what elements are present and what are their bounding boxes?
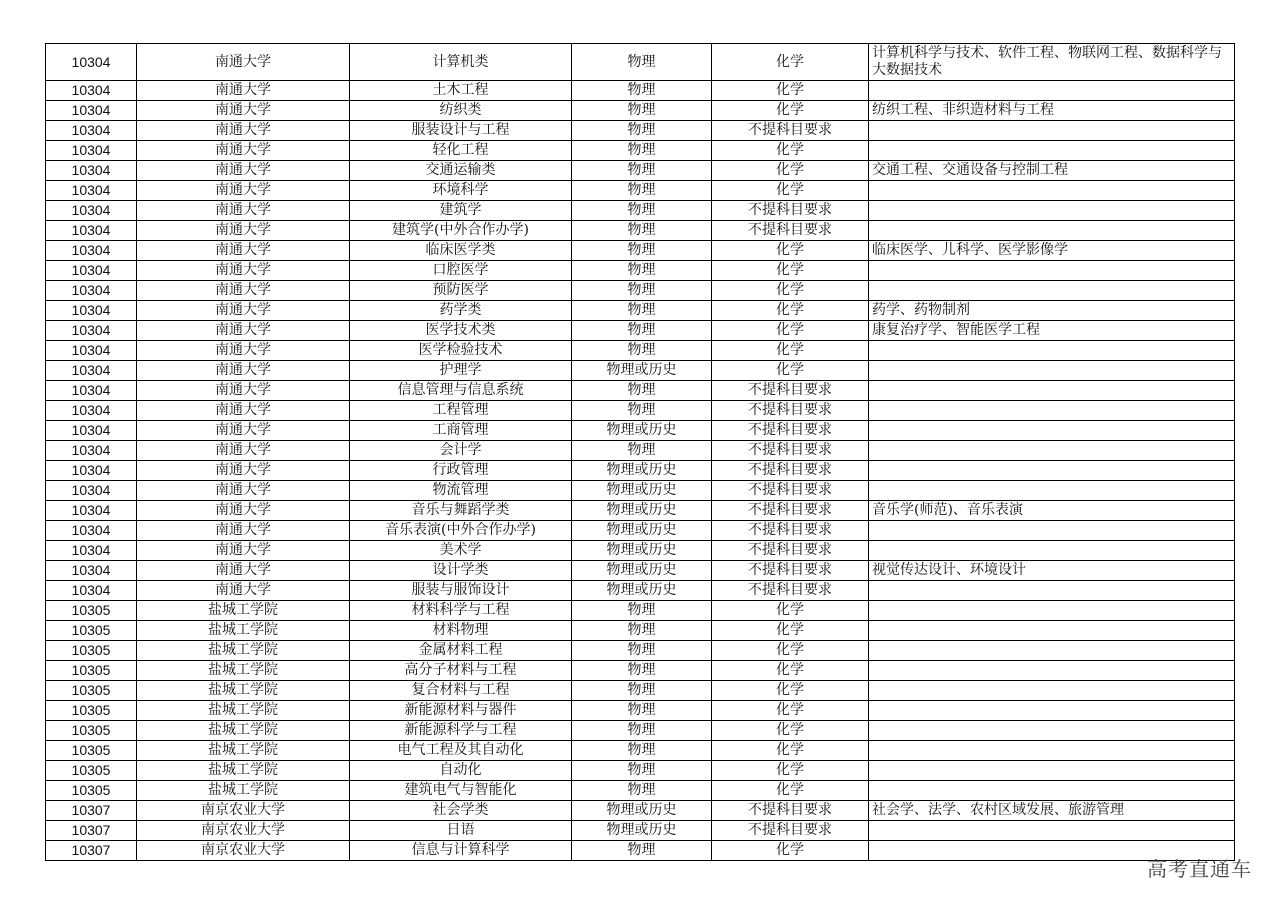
secondary-subject-cell: 化学	[712, 361, 869, 381]
primary-subject-cell: 物理	[572, 141, 712, 161]
table-row	[46, 44, 1235, 81]
major-cell: 口腔医学	[350, 261, 572, 281]
primary-subject-cell: 物理	[572, 241, 712, 261]
included-majors-cell: 康复治疗学、智能医学工程	[869, 321, 1235, 341]
school-code-cell: 10304	[46, 44, 137, 81]
primary-subject-cell: 物理	[572, 341, 712, 361]
secondary-subject-cell: 不提科目要求	[712, 541, 869, 561]
school-code-cell: 10304	[46, 381, 137, 401]
school-name-cell: 盐城工学院	[137, 761, 350, 781]
school-code-cell: 10304	[46, 281, 137, 301]
primary-subject-cell: 物理或历史	[572, 521, 712, 541]
major-cell: 物流管理	[350, 481, 572, 501]
school-name-cell: 南通大学	[137, 501, 350, 521]
included-majors-cell: 视觉传达设计、环境设计	[869, 561, 1235, 581]
included-majors-cell	[869, 621, 1235, 641]
school-name-cell: 南通大学	[137, 161, 350, 181]
major-cell: 会计学	[350, 441, 572, 461]
included-majors-cell	[869, 641, 1235, 661]
table-row	[46, 721, 1235, 741]
included-majors-cell	[869, 681, 1235, 701]
table-row	[46, 501, 1235, 521]
secondary-subject-cell: 化学	[712, 161, 869, 181]
school-name-cell: 南通大学	[137, 561, 350, 581]
school-name-cell: 盐城工学院	[137, 621, 350, 641]
school-name-cell: 南通大学	[137, 241, 350, 261]
major-cell: 自动化	[350, 761, 572, 781]
included-majors-cell	[869, 421, 1235, 441]
school-code-cell: 10305	[46, 621, 137, 641]
school-name-cell: 南通大学	[137, 201, 350, 221]
table-row	[46, 441, 1235, 461]
secondary-subject-cell: 化学	[712, 261, 869, 281]
school-name-cell: 南通大学	[137, 261, 350, 281]
school-code-cell: 10304	[46, 161, 137, 181]
major-cell: 复合材料与工程	[350, 681, 572, 701]
secondary-subject-cell: 化学	[712, 321, 869, 341]
school-code-cell: 10304	[46, 481, 137, 501]
included-majors-cell	[869, 401, 1235, 421]
secondary-subject-cell: 化学	[712, 181, 869, 201]
major-cell: 药学类	[350, 301, 572, 321]
school-code-cell: 10305	[46, 721, 137, 741]
school-code-cell: 10304	[46, 541, 137, 561]
table-row	[46, 341, 1235, 361]
included-majors-cell	[869, 601, 1235, 621]
primary-subject-cell: 物理	[572, 221, 712, 241]
included-majors-cell	[869, 481, 1235, 501]
school-code-cell: 10304	[46, 421, 137, 441]
school-code-cell: 10304	[46, 501, 137, 521]
secondary-subject-cell: 化学	[712, 621, 869, 641]
major-cell: 护理学	[350, 361, 572, 381]
secondary-subject-cell: 不提科目要求	[712, 441, 869, 461]
table-row	[46, 761, 1235, 781]
major-cell: 建筑学	[350, 201, 572, 221]
school-code-cell: 10305	[46, 781, 137, 801]
primary-subject-cell: 物理或历史	[572, 821, 712, 841]
included-majors-cell	[869, 761, 1235, 781]
school-code-cell: 10304	[46, 81, 137, 101]
major-cell: 服装设计与工程	[350, 121, 572, 141]
included-majors-cell	[869, 201, 1235, 221]
secondary-subject-cell: 化学	[712, 101, 869, 121]
watermark: 高考直通车	[1147, 857, 1252, 881]
major-cell: 土木工程	[350, 81, 572, 101]
secondary-subject-cell: 化学	[712, 44, 869, 81]
secondary-subject-cell: 不提科目要求	[712, 561, 869, 581]
primary-subject-cell: 物理或历史	[572, 581, 712, 601]
school-name-cell: 盐城工学院	[137, 781, 350, 801]
secondary-subject-cell: 不提科目要求	[712, 521, 869, 541]
included-majors-cell	[869, 341, 1235, 361]
school-name-cell: 南通大学	[137, 521, 350, 541]
table-row	[46, 821, 1235, 841]
included-majors-cell	[869, 701, 1235, 721]
primary-subject-cell: 物理	[572, 441, 712, 461]
table-row	[46, 521, 1235, 541]
table-row	[46, 361, 1235, 381]
school-name-cell: 南通大学	[137, 341, 350, 361]
secondary-subject-cell: 化学	[712, 841, 869, 861]
table-row	[46, 741, 1235, 761]
secondary-subject-cell: 化学	[712, 781, 869, 801]
table-row	[46, 301, 1235, 321]
included-majors-cell: 药学、药物制剂	[869, 301, 1235, 321]
school-name-cell: 盐城工学院	[137, 701, 350, 721]
primary-subject-cell: 物理	[572, 761, 712, 781]
secondary-subject-cell: 化学	[712, 661, 869, 681]
primary-subject-cell: 物理	[572, 381, 712, 401]
secondary-subject-cell: 不提科目要求	[712, 421, 869, 441]
table-row	[46, 381, 1235, 401]
secondary-subject-cell: 化学	[712, 81, 869, 101]
major-cell: 新能源材料与器件	[350, 701, 572, 721]
school-name-cell: 盐城工学院	[137, 721, 350, 741]
primary-subject-cell: 物理或历史	[572, 801, 712, 821]
table-body	[46, 44, 1235, 861]
primary-subject-cell: 物理	[572, 321, 712, 341]
major-cell: 新能源科学与工程	[350, 721, 572, 741]
table-row	[46, 541, 1235, 561]
table-row	[46, 241, 1235, 261]
table-row	[46, 481, 1235, 501]
school-code-cell: 10304	[46, 521, 137, 541]
secondary-subject-cell: 化学	[712, 241, 869, 261]
secondary-subject-cell: 化学	[712, 601, 869, 621]
secondary-subject-cell: 化学	[712, 701, 869, 721]
primary-subject-cell: 物理或历史	[572, 561, 712, 581]
secondary-subject-cell: 不提科目要求	[712, 381, 869, 401]
school-code-cell: 10305	[46, 601, 137, 621]
table-row	[46, 221, 1235, 241]
secondary-subject-cell: 不提科目要求	[712, 121, 869, 141]
included-majors-cell	[869, 381, 1235, 401]
primary-subject-cell: 物理	[572, 261, 712, 281]
primary-subject-cell: 物理或历史	[572, 541, 712, 561]
primary-subject-cell: 物理	[572, 44, 712, 81]
primary-subject-cell: 物理	[572, 841, 712, 861]
table-row	[46, 681, 1235, 701]
school-name-cell: 南通大学	[137, 141, 350, 161]
table-row	[46, 281, 1235, 301]
included-majors-cell	[869, 661, 1235, 681]
table-row	[46, 641, 1235, 661]
school-code-cell: 10305	[46, 741, 137, 761]
school-name-cell: 南通大学	[137, 121, 350, 141]
major-cell: 建筑学(中外合作办学)	[350, 221, 572, 241]
secondary-subject-cell: 不提科目要求	[712, 401, 869, 421]
school-code-cell: 10304	[46, 581, 137, 601]
secondary-subject-cell: 化学	[712, 341, 869, 361]
major-cell: 环境科学	[350, 181, 572, 201]
school-name-cell: 盐城工学院	[137, 601, 350, 621]
major-cell: 信息管理与信息系统	[350, 381, 572, 401]
primary-subject-cell: 物理或历史	[572, 481, 712, 501]
major-cell: 设计学类	[350, 561, 572, 581]
enrollment-requirements-table	[45, 43, 1235, 861]
school-name-cell: 南通大学	[137, 281, 350, 301]
school-code-cell: 10307	[46, 801, 137, 821]
school-code-cell: 10304	[46, 121, 137, 141]
primary-subject-cell: 物理	[572, 741, 712, 761]
school-name-cell: 南通大学	[137, 381, 350, 401]
table-row	[46, 461, 1235, 481]
school-name-cell: 南通大学	[137, 301, 350, 321]
included-majors-cell	[869, 261, 1235, 281]
major-cell: 社会学类	[350, 801, 572, 821]
primary-subject-cell: 物理	[572, 281, 712, 301]
major-cell: 美术学	[350, 541, 572, 561]
table-row	[46, 781, 1235, 801]
school-code-cell: 10307	[46, 821, 137, 841]
primary-subject-cell: 物理	[572, 161, 712, 181]
school-name-cell: 盐城工学院	[137, 641, 350, 661]
school-code-cell: 10304	[46, 341, 137, 361]
included-majors-cell: 交通工程、交通设备与控制工程	[869, 161, 1235, 181]
major-cell: 音乐表演(中外合作办学)	[350, 521, 572, 541]
primary-subject-cell: 物理或历史	[572, 501, 712, 521]
major-cell: 行政管理	[350, 461, 572, 481]
table-row	[46, 581, 1235, 601]
primary-subject-cell: 物理	[572, 301, 712, 321]
major-cell: 交通运输类	[350, 161, 572, 181]
secondary-subject-cell: 不提科目要求	[712, 201, 869, 221]
table-row	[46, 801, 1235, 821]
school-name-cell: 南通大学	[137, 581, 350, 601]
table-row	[46, 161, 1235, 181]
secondary-subject-cell: 化学	[712, 641, 869, 661]
school-code-cell: 10304	[46, 101, 137, 121]
table-row	[46, 181, 1235, 201]
primary-subject-cell: 物理	[572, 121, 712, 141]
major-cell: 金属材料工程	[350, 641, 572, 661]
school-name-cell: 南通大学	[137, 361, 350, 381]
table-row	[46, 561, 1235, 581]
included-majors-cell	[869, 221, 1235, 241]
school-code-cell: 10305	[46, 761, 137, 781]
school-code-cell: 10305	[46, 641, 137, 661]
table-row	[46, 141, 1235, 161]
school-code-cell: 10304	[46, 561, 137, 581]
table-row	[46, 121, 1235, 141]
included-majors-cell	[869, 81, 1235, 101]
major-cell: 建筑电气与智能化	[350, 781, 572, 801]
included-majors-cell	[869, 281, 1235, 301]
school-name-cell: 南京农业大学	[137, 801, 350, 821]
included-majors-cell: 社会学、法学、农村区域发展、旅游管理	[869, 801, 1235, 821]
table-row	[46, 421, 1235, 441]
table-row	[46, 101, 1235, 121]
secondary-subject-cell: 化学	[712, 741, 869, 761]
included-majors-cell	[869, 181, 1235, 201]
primary-subject-cell: 物理	[572, 101, 712, 121]
major-cell: 服装与服饰设计	[350, 581, 572, 601]
table-row	[46, 621, 1235, 641]
secondary-subject-cell: 不提科目要求	[712, 501, 869, 521]
included-majors-cell: 音乐学(师范)、音乐表演	[869, 501, 1235, 521]
school-name-cell: 南京农业大学	[137, 821, 350, 841]
primary-subject-cell: 物理	[572, 621, 712, 641]
school-code-cell: 10304	[46, 181, 137, 201]
primary-subject-cell: 物理	[572, 181, 712, 201]
school-name-cell: 南通大学	[137, 541, 350, 561]
major-cell: 电气工程及其自动化	[350, 741, 572, 761]
table-row	[46, 601, 1235, 621]
primary-subject-cell: 物理	[572, 641, 712, 661]
school-name-cell: 南通大学	[137, 421, 350, 441]
included-majors-cell: 临床医学、儿科学、医学影像学	[869, 241, 1235, 261]
school-code-cell: 10307	[46, 841, 137, 861]
primary-subject-cell: 物理或历史	[572, 361, 712, 381]
school-name-cell: 盐城工学院	[137, 741, 350, 761]
primary-subject-cell: 物理	[572, 721, 712, 741]
secondary-subject-cell: 不提科目要求	[712, 461, 869, 481]
school-code-cell: 10304	[46, 321, 137, 341]
secondary-subject-cell: 不提科目要求	[712, 821, 869, 841]
primary-subject-cell: 物理	[572, 201, 712, 221]
table-row	[46, 401, 1235, 421]
included-majors-cell: 纺织工程、非织造材料与工程	[869, 101, 1235, 121]
school-code-cell: 10305	[46, 661, 137, 681]
included-majors-cell	[869, 821, 1235, 841]
primary-subject-cell: 物理	[572, 601, 712, 621]
school-name-cell: 盐城工学院	[137, 661, 350, 681]
school-name-cell: 南通大学	[137, 221, 350, 241]
table-row	[46, 261, 1235, 281]
major-cell: 预防医学	[350, 281, 572, 301]
secondary-subject-cell: 化学	[712, 761, 869, 781]
table-row	[46, 841, 1235, 861]
school-name-cell: 南通大学	[137, 321, 350, 341]
major-cell: 高分子材料与工程	[350, 661, 572, 681]
secondary-subject-cell: 化学	[712, 681, 869, 701]
major-cell: 信息与计算科学	[350, 841, 572, 861]
school-code-cell: 10304	[46, 361, 137, 381]
secondary-subject-cell: 化学	[712, 281, 869, 301]
secondary-subject-cell: 化学	[712, 721, 869, 741]
school-code-cell: 10304	[46, 201, 137, 221]
school-name-cell: 南通大学	[137, 481, 350, 501]
school-code-cell: 10304	[46, 401, 137, 421]
included-majors-cell: 计算机科学与技术、软件工程、物联网工程、数据科学与大数据技术	[869, 44, 1235, 81]
major-cell: 医学技术类	[350, 321, 572, 341]
primary-subject-cell: 物理	[572, 401, 712, 421]
table-row	[46, 201, 1235, 221]
included-majors-cell	[869, 781, 1235, 801]
primary-subject-cell: 物理或历史	[572, 461, 712, 481]
primary-subject-cell: 物理或历史	[572, 421, 712, 441]
school-code-cell: 10304	[46, 301, 137, 321]
included-majors-cell	[869, 121, 1235, 141]
major-cell: 材料科学与工程	[350, 601, 572, 621]
table-row	[46, 661, 1235, 681]
school-name-cell: 南通大学	[137, 401, 350, 421]
school-name-cell: 南京农业大学	[137, 841, 350, 861]
major-cell: 纺织类	[350, 101, 572, 121]
secondary-subject-cell: 化学	[712, 301, 869, 321]
school-code-cell: 10304	[46, 221, 137, 241]
school-name-cell: 盐城工学院	[137, 681, 350, 701]
included-majors-cell	[869, 581, 1235, 601]
included-majors-cell	[869, 361, 1235, 381]
included-majors-cell	[869, 441, 1235, 461]
school-name-cell: 南通大学	[137, 461, 350, 481]
primary-subject-cell: 物理	[572, 681, 712, 701]
secondary-subject-cell: 化学	[712, 141, 869, 161]
major-cell: 音乐与舞蹈学类	[350, 501, 572, 521]
school-name-cell: 南通大学	[137, 441, 350, 461]
primary-subject-cell: 物理	[572, 701, 712, 721]
primary-subject-cell: 物理	[572, 81, 712, 101]
included-majors-cell	[869, 541, 1235, 561]
school-code-cell: 10304	[46, 261, 137, 281]
major-cell: 日语	[350, 821, 572, 841]
included-majors-cell	[869, 721, 1235, 741]
major-cell: 工商管理	[350, 421, 572, 441]
school-name-cell: 南通大学	[137, 81, 350, 101]
secondary-subject-cell: 不提科目要求	[712, 581, 869, 601]
school-name-cell: 南通大学	[137, 181, 350, 201]
major-cell: 材料物理	[350, 621, 572, 641]
school-name-cell: 南通大学	[137, 44, 350, 81]
primary-subject-cell: 物理	[572, 781, 712, 801]
secondary-subject-cell: 不提科目要求	[712, 481, 869, 501]
major-cell: 临床医学类	[350, 241, 572, 261]
included-majors-cell	[869, 461, 1235, 481]
school-code-cell: 10304	[46, 241, 137, 261]
major-cell: 轻化工程	[350, 141, 572, 161]
school-code-cell: 10304	[46, 141, 137, 161]
major-cell: 医学检验技术	[350, 341, 572, 361]
school-code-cell: 10305	[46, 701, 137, 721]
major-cell: 工程管理	[350, 401, 572, 421]
school-code-cell: 10305	[46, 681, 137, 701]
included-majors-cell	[869, 521, 1235, 541]
secondary-subject-cell: 不提科目要求	[712, 221, 869, 241]
table-row	[46, 701, 1235, 721]
included-majors-cell	[869, 141, 1235, 161]
primary-subject-cell: 物理	[572, 661, 712, 681]
included-majors-cell	[869, 741, 1235, 761]
school-name-cell: 南通大学	[137, 101, 350, 121]
secondary-subject-cell: 不提科目要求	[712, 801, 869, 821]
school-code-cell: 10304	[46, 461, 137, 481]
table-row	[46, 81, 1235, 101]
major-cell: 计算机类	[350, 44, 572, 81]
table-row	[46, 321, 1235, 341]
school-code-cell: 10304	[46, 441, 137, 461]
